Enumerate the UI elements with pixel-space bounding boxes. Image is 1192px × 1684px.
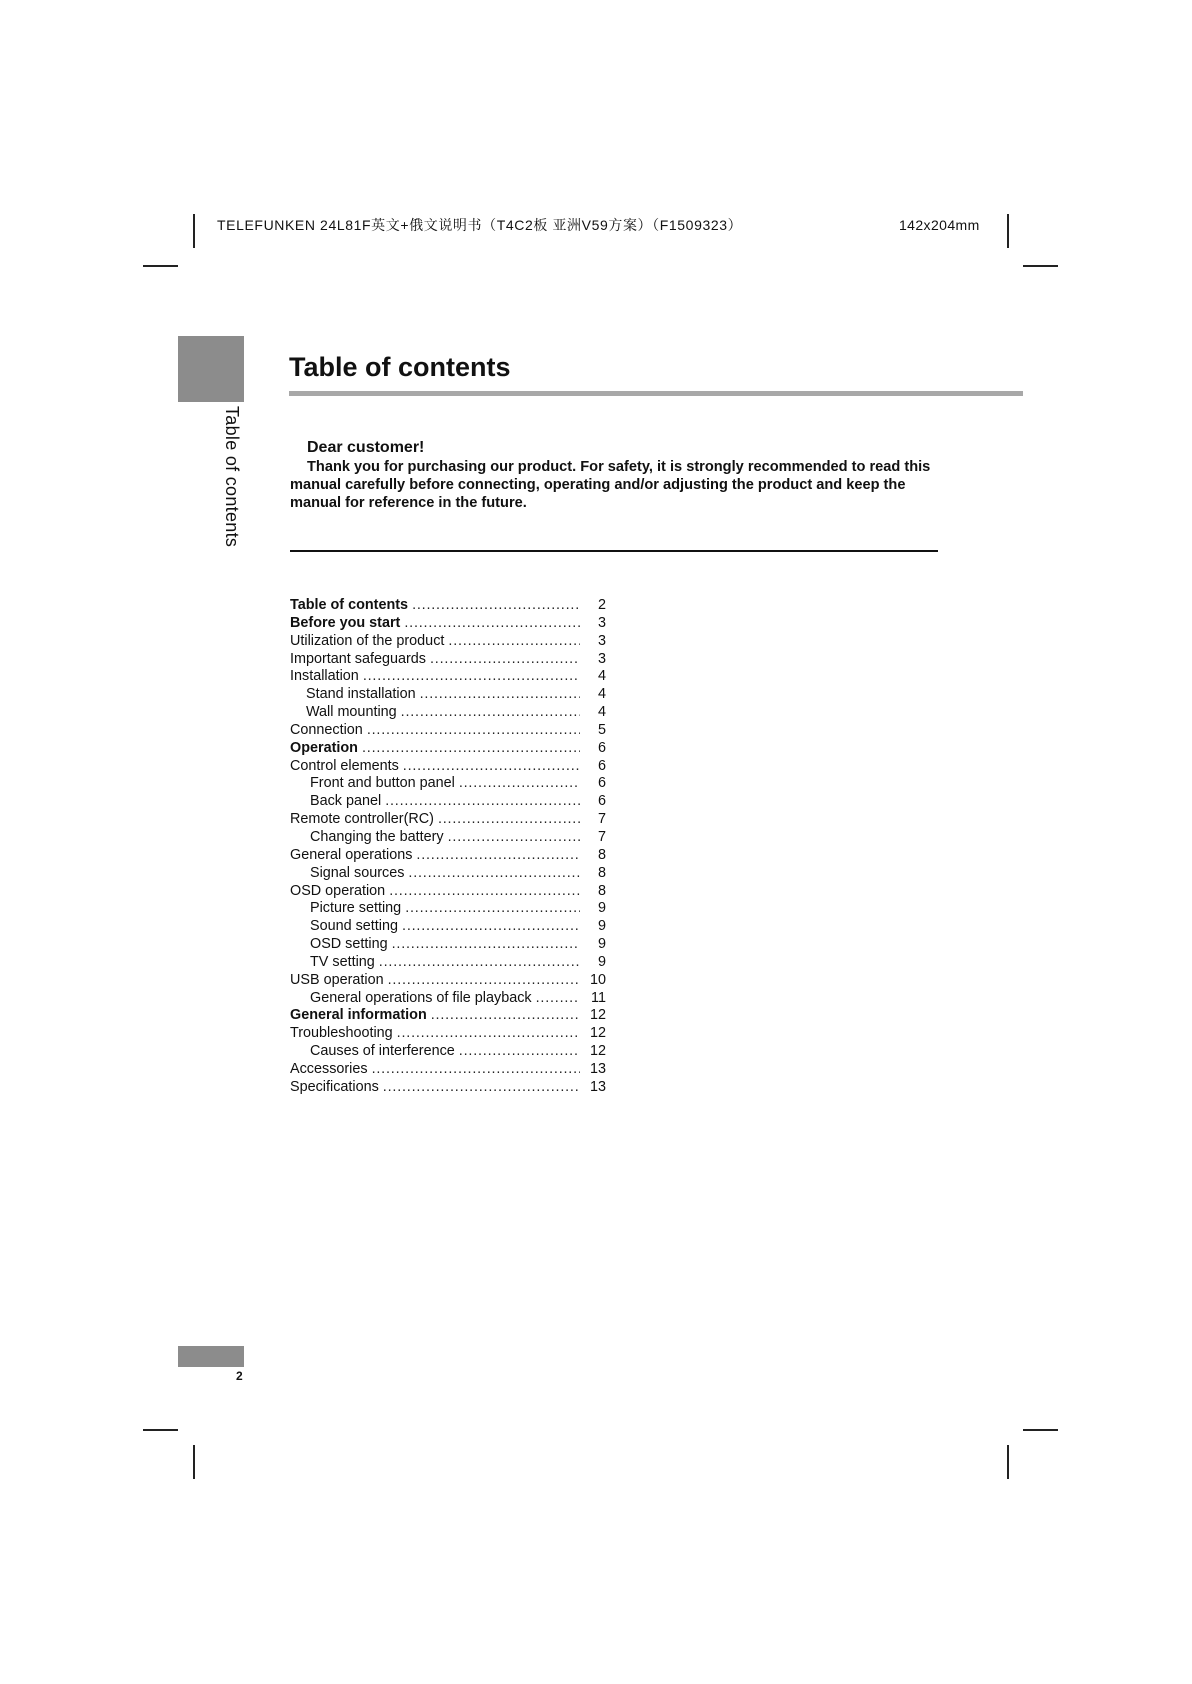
toc-dot-leader bbox=[448, 829, 580, 847]
toc-dot-leader bbox=[388, 972, 580, 990]
toc-entry-label: Installation bbox=[290, 668, 359, 685]
toc-entry-label: Back panel bbox=[310, 793, 382, 810]
toc-entry bbox=[290, 633, 606, 651]
toc-entry-label: Signal sources bbox=[310, 864, 405, 881]
toc-entry-label: Picture setting bbox=[310, 900, 402, 917]
toc-entry bbox=[290, 704, 606, 722]
toc-dot-leader bbox=[389, 883, 580, 901]
toc-dot-leader bbox=[379, 954, 580, 972]
toc-entry-label: Important safeguards bbox=[290, 650, 426, 667]
print-header-title: TELEFUNKEN 24L81F英文+俄文说明书（T4C2板 亚洲V59方案）（F1509323） bbox=[217, 217, 743, 233]
toc-entry-page: 4 bbox=[597, 668, 606, 685]
print-header-size: 142x204mm bbox=[899, 217, 980, 233]
greeting: Dear customer! bbox=[307, 439, 425, 456]
toc-entry bbox=[290, 775, 606, 793]
toc-entry-label: USB operation bbox=[290, 971, 384, 988]
toc-entry bbox=[290, 1025, 606, 1043]
toc-entry-label: Control elements bbox=[290, 757, 399, 774]
toc-entry bbox=[290, 811, 606, 829]
title-rule bbox=[289, 391, 1023, 396]
toc-dot-leader bbox=[416, 847, 580, 865]
page-title: Table of contents bbox=[289, 352, 511, 382]
toc-entry bbox=[290, 990, 606, 1008]
crop-mark-bottom-right-horizontal bbox=[1023, 1429, 1058, 1431]
toc-entry-page: 8 bbox=[597, 846, 606, 863]
toc-dot-leader bbox=[430, 651, 580, 669]
toc-entry-label: General operations of file playback bbox=[310, 989, 532, 1006]
toc-dot-leader bbox=[404, 615, 580, 633]
toc-dot-leader bbox=[383, 1079, 580, 1097]
toc-entry-page: 7 bbox=[597, 828, 606, 845]
toc-entry-page: 2 bbox=[597, 597, 606, 613]
toc-dot-leader bbox=[397, 1025, 580, 1043]
toc-entry-label: Specifications bbox=[290, 1078, 379, 1095]
toc-entry-label: OSD operation bbox=[290, 882, 386, 899]
toc-entry-page: 9 bbox=[597, 953, 606, 970]
toc-dot-leader bbox=[448, 633, 580, 651]
toc-entry bbox=[290, 972, 606, 990]
crop-mark-top-right-horizontal bbox=[1023, 265, 1058, 267]
toc-entry-label: Causes of interference bbox=[310, 1043, 455, 1060]
toc-dot-leader bbox=[536, 990, 580, 1008]
toc-entry-label: Before you start bbox=[290, 614, 401, 631]
crop-mark-bottom-left-horizontal bbox=[143, 1429, 178, 1431]
toc-entry-label: Troubleshooting bbox=[290, 1025, 393, 1042]
toc-entry-label: Stand installation bbox=[306, 686, 416, 703]
toc-entry bbox=[290, 597, 606, 615]
toc-entry-page: 6 bbox=[597, 775, 606, 792]
toc-entry-page: 9 bbox=[597, 918, 606, 935]
toc-entry-page: 9 bbox=[597, 900, 606, 917]
toc-entry-page: 3 bbox=[597, 650, 606, 667]
toc-entry bbox=[290, 883, 606, 901]
toc-entry-label: Wall mounting bbox=[306, 704, 397, 721]
toc-dot-leader bbox=[402, 918, 580, 936]
toc-dot-leader bbox=[412, 597, 580, 615]
toc-dot-leader bbox=[431, 1007, 580, 1025]
section-tab-block bbox=[178, 336, 244, 402]
toc-entry-page: 4 bbox=[597, 704, 606, 721]
toc-entry-page: 8 bbox=[597, 882, 606, 899]
toc-entry bbox=[290, 900, 606, 918]
toc-dot-leader bbox=[459, 1043, 580, 1061]
toc-entry-page: 12 bbox=[589, 1007, 606, 1024]
crop-mark-top-left-horizontal bbox=[143, 265, 178, 267]
crop-mark-bottom-right-vertical bbox=[1007, 1445, 1009, 1479]
toc-entry-page: 5 bbox=[597, 721, 606, 738]
toc-entry bbox=[290, 651, 606, 669]
toc-entry-label: General operations bbox=[290, 846, 413, 863]
toc-entry-page: 3 bbox=[597, 632, 606, 649]
toc-entry-label: Remote controller(RC) bbox=[290, 811, 434, 828]
toc-dot-leader bbox=[403, 758, 580, 776]
toc-entry bbox=[290, 1007, 606, 1025]
toc-entry-page: 6 bbox=[597, 757, 606, 774]
toc-entry-label: Changing the battery bbox=[310, 828, 444, 845]
toc-entry-page: 13 bbox=[589, 1078, 606, 1095]
toc-entry-label: Front and button panel bbox=[310, 775, 455, 792]
toc-entry-label: Operation bbox=[290, 739, 358, 756]
toc-entry-label: Sound setting bbox=[310, 918, 399, 935]
toc-entry bbox=[290, 865, 606, 883]
toc-entry bbox=[290, 722, 606, 740]
toc-entry bbox=[290, 793, 606, 811]
crop-mark-top-right-vertical bbox=[1007, 214, 1009, 248]
toc-entry bbox=[290, 1043, 606, 1061]
toc-entry bbox=[290, 918, 606, 936]
toc-dot-leader bbox=[405, 900, 580, 918]
toc-list bbox=[290, 597, 606, 1097]
toc-dot-leader bbox=[372, 1061, 580, 1079]
toc-entry-page: 6 bbox=[597, 793, 606, 810]
toc-entry-page: 13 bbox=[589, 1060, 606, 1077]
toc-entry bbox=[290, 936, 606, 954]
toc-entry bbox=[290, 829, 606, 847]
toc-entry-label: Connection bbox=[290, 721, 363, 738]
intro-paragraph: Thank you for purchasing our product. For safety, it is strongly recommended to read this manual carefully before connecting, operating and/or adjusting the product and keep the manual for reference in the future. bbox=[290, 459, 931, 511]
toc-dot-leader bbox=[362, 740, 580, 758]
toc-entry-page: 3 bbox=[597, 614, 606, 631]
crop-mark-bottom-left-vertical bbox=[193, 1445, 195, 1479]
toc-entry bbox=[290, 668, 606, 686]
toc-dot-leader bbox=[392, 936, 580, 954]
toc-entry-page: 10 bbox=[589, 971, 606, 988]
toc-dot-leader bbox=[420, 686, 580, 704]
toc-entry bbox=[290, 1061, 606, 1079]
toc-entry-page: 8 bbox=[597, 864, 606, 881]
toc-dot-leader bbox=[363, 668, 580, 686]
toc-entry-page: 12 bbox=[589, 1043, 606, 1060]
intro-divider bbox=[290, 550, 938, 552]
toc-entry-label: TV setting bbox=[310, 953, 375, 970]
toc-entry-page: 12 bbox=[589, 1025, 606, 1042]
toc-entry-page: 6 bbox=[597, 739, 606, 756]
toc-entry-label: Table of contents bbox=[290, 597, 409, 613]
page-number-block bbox=[178, 1346, 244, 1367]
page-number: 2 bbox=[236, 1369, 243, 1383]
toc-dot-leader bbox=[408, 865, 580, 883]
toc-dot-leader bbox=[459, 775, 580, 793]
toc-entry-label: OSD setting bbox=[310, 936, 388, 953]
toc-entry bbox=[290, 758, 606, 776]
toc-entry bbox=[290, 954, 606, 972]
toc-dot-leader bbox=[438, 811, 580, 829]
toc-entry-label: Accessories bbox=[290, 1060, 368, 1077]
toc-entry-page: 9 bbox=[597, 936, 606, 953]
toc-entry-page: 7 bbox=[597, 811, 606, 828]
toc-entry-label: Utilization of the product bbox=[290, 632, 445, 649]
toc-entry bbox=[290, 615, 606, 633]
toc-dot-leader bbox=[385, 793, 580, 811]
toc-entry-label: General information bbox=[290, 1007, 427, 1024]
toc-dot-leader bbox=[367, 722, 580, 740]
toc-entry bbox=[290, 1079, 606, 1097]
section-tab-label: Table of contents bbox=[222, 406, 242, 548]
toc-dot-leader bbox=[401, 704, 580, 722]
toc-entry-page: 4 bbox=[597, 686, 606, 703]
crop-mark-top-left-vertical bbox=[193, 214, 195, 248]
toc-entry bbox=[290, 740, 606, 758]
toc-entry-page: 11 bbox=[591, 989, 606, 1006]
toc-entry bbox=[290, 847, 606, 865]
toc-entry bbox=[290, 686, 606, 704]
